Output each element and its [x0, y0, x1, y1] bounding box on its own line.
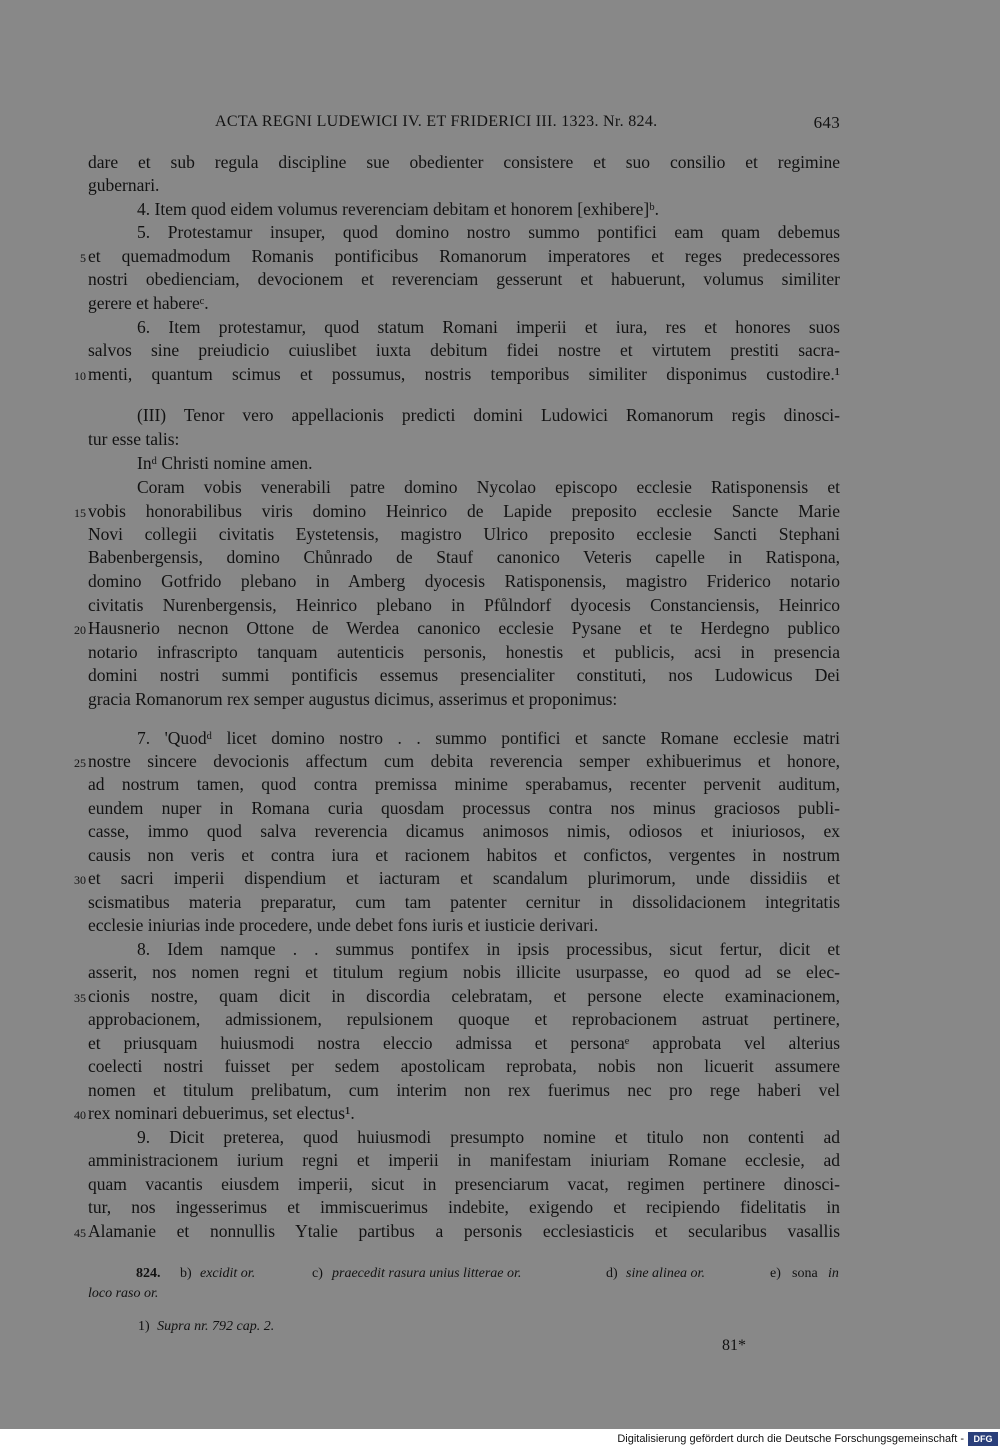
text-line: 4. Item quod eidem volumus reverenciam debitam et honorem [exhibere]ᵇ. — [137, 199, 659, 219]
text-line: quam vacantis eiusdem imperii, sicut in presenciarum vacat, regimen pertinere dinosci- — [88, 1174, 840, 1194]
line-number: 5 — [80, 251, 86, 265]
apparatus-text-e-cont: loco raso or. — [88, 1286, 159, 1301]
text-line: menti, quantum scimus et possumus, nostris temporibus similiter disponimus custodire.¹ — [88, 364, 840, 384]
text-line: coelecti nostri fuisset per sedem apostolicam reprobata, nobis non licuerit assumere — [88, 1056, 840, 1076]
text-line: 9. Dicit preterea, quod huiusmodi presumpto nomine et titulo non contenti ad — [137, 1127, 840, 1147]
running-title: ACTA REGNI LUDEWICI IV. ET FRIDERICI III. 1323. Nr. 824. — [215, 113, 658, 130]
text-line: asserit, nos nomen regni et titulum regium nobis illicite usurpasse, eo quod ad se elec- — [88, 962, 840, 982]
text-line: scismatibus materia preparatur, cum tam patenter cernitur in dissolidacionem integritatis — [88, 892, 840, 912]
text-line: nomen et titulum prelibatum, cum interim non rex fuerimus nec pro rege haberi vel — [88, 1080, 840, 1100]
credit-text: Digitalisierung gefördert durch die Deutsche Forschungsgemeinschaft - — [617, 1433, 964, 1445]
text-line: et sacri imperii dispendium et iacturam et scandalum plurimorum, unde dissidiis et — [88, 868, 840, 888]
text-line: 6. Item protestamur, quod statum Romani imperii et iura, res et honores suos — [137, 317, 840, 337]
apparatus-text-c: praecedit rasura unius litterae or. — [332, 1266, 522, 1281]
apparatus-text-e-in: in — [828, 1266, 839, 1281]
line-number: 15 — [74, 506, 86, 520]
text-line: nostri obedienciam, devocionem et reverenciam gesserunt et habuerunt, volumus similiter — [88, 269, 840, 289]
text-line: cionis nostre, quam dicit in discordia celebratam, et persone electe examinacionem, — [88, 986, 840, 1006]
text-line: gubernari. — [88, 175, 160, 195]
text-line: 7. 'Quodᵈ licet domino nostro . . summo pontifici et sancte Romane ecclesie matri — [137, 728, 840, 748]
text-line: Coram vobis venerabili patre domino Nycolao episcopo ecclesie Ratisponensis et — [137, 477, 840, 497]
line-number: 25 — [74, 756, 86, 770]
text-line: tur, nos ingesserimus et immiscuerimus indebite, exigendo et recipiendo fidelitatis in — [88, 1197, 840, 1217]
line-number: 20 — [74, 623, 86, 637]
text-line: amministracionem iurium regni et imperii in manifestam iniuriam Romane ecclesie, ad — [88, 1150, 840, 1170]
running-header — [215, 113, 840, 131]
apparatus-text-e: sona — [792, 1266, 818, 1281]
digitization-credit — [0, 1429, 1000, 1449]
text-line: civitatis Nurenbergensis, Heinrico plebano in Pfůlndorf dyocesis Constanciensis, Heinrico — [88, 595, 840, 615]
apparatus-mark-d: d) — [606, 1266, 618, 1281]
text-line: causis non veris et contra iura et racionem habitos et confictos, vergentes in nostrum — [88, 845, 840, 865]
footnote-mark: 1) — [138, 1319, 150, 1334]
text-line: vobis honorabilibus viris domino Heinrico de Lapide preposito ecclesie Sancte Marie — [88, 501, 840, 521]
text-line: salvos sine preiudicio cuiuslibet iuxta debitum fidei nostre et virtutem prestiti sacra- — [88, 340, 840, 360]
text-line: Novi collegii civitatis Eystetensis, magistro Ulrico preposito ecclesie Sancti Stephani — [88, 524, 840, 544]
text-line: Alamanie et nonnullis Ytalie partibus a personis ecclesiasticis et secularibus vasallis — [88, 1221, 840, 1241]
text-line: gerere et habereᶜ. — [88, 293, 209, 313]
text-line: dare et sub regula discipline sue obedienter consistere et suo consilio et regimine — [88, 152, 840, 172]
apparatus-mark-c: c) — [312, 1266, 323, 1281]
text-line: et quemadmodum Romanis pontificibus Romanorum imperatores et reges predecessores — [88, 246, 840, 266]
apparatus-number: 824. — [136, 1266, 161, 1281]
text-line: tur esse talis: — [88, 429, 180, 449]
apparatus-text-b: excidit or. — [200, 1266, 256, 1281]
apparatus-text-d: sine alinea or. — [626, 1266, 705, 1281]
page-number: 643 — [813, 113, 840, 132]
text-line: notario infrascripto tanquam autenticis personis, honestis et publicis, acsi in presencia — [88, 642, 840, 662]
text-line: et priusquam huiusmodi nostra eleccio admissa et personaᵉ approbata vel alterius — [88, 1033, 840, 1053]
text-line: Hausnerio necnon Ottone de Werdea canonico ecclesie Pysane et te Herdegno publico — [88, 618, 840, 638]
dfg-logo: DFG — [968, 1432, 998, 1446]
text-line: ad nostrum tamen, quod contra premissa minime sperabamus, recenter pervenit auditum, — [88, 774, 840, 794]
text-line: domini nostri summi pontificis essemus presencialiter constituti, nos Ludowicus Dei — [88, 665, 840, 685]
apparatus-mark-b: b) — [180, 1266, 192, 1281]
text-line: eundem nuper in Romana curia quosdam processus contra nos minus graciosos publi- — [88, 798, 840, 818]
text-line: ecclesie iniurias inde procedere, unde debet fons iuris et iusticie derivari. — [88, 915, 599, 935]
footnote-text: Supra nr. 792 cap. 2. — [157, 1319, 275, 1334]
footnote-1 — [138, 1317, 890, 1337]
text-line: 5. Protestamur insuper, quod domino nostro summo pontifici eam quam debemus — [137, 222, 840, 242]
text-line: approbacionem, admissionem, repulsionem quoque et reprobacionem astruat pertinere, — [88, 1009, 840, 1029]
line-number: 10 — [74, 369, 86, 383]
text-line: rex nominari debuerimus, set electus¹. — [88, 1103, 355, 1123]
text-line: (III) Tenor vero appellacionis predicti domini Ludowici Romanorum regis dinosci- — [137, 405, 840, 425]
text-line: Inᵈ Christi nomine amen. — [137, 453, 313, 473]
text-line: nostre sincere devocionis affectum cum debita reverencia semper exhibuerimus et honore, — [88, 751, 840, 771]
line-number: 45 — [74, 1226, 86, 1240]
text-line: Babenbergensis, domino Chůnrado de Stauf canonico Veteris capelle in Ratispona, — [88, 547, 840, 567]
text-line: casse, immo quod salva reverencia dicamus animosos nimis, odiosos et iniuriosos, ex — [88, 821, 840, 841]
apparatus-mark-e: e) — [770, 1266, 781, 1281]
line-number: 40 — [74, 1108, 86, 1122]
apparatus-continuation — [88, 1284, 840, 1304]
text-line: 8. Idem namque . . summus pontifex in ipsis processibus, sicut fertur, dicit et — [137, 939, 840, 959]
line-number: 35 — [74, 991, 86, 1005]
signature-mark: 81* — [722, 1337, 746, 1354]
text-line: gracia Romanorum rex semper augustus dicimus, asserimus et proponimus: — [88, 689, 618, 709]
line-number: 30 — [74, 873, 86, 887]
text-line: domino Gotfrido plebano in Amberg dyocesis Ratisponensis, magistro Friderico notario — [88, 571, 840, 591]
